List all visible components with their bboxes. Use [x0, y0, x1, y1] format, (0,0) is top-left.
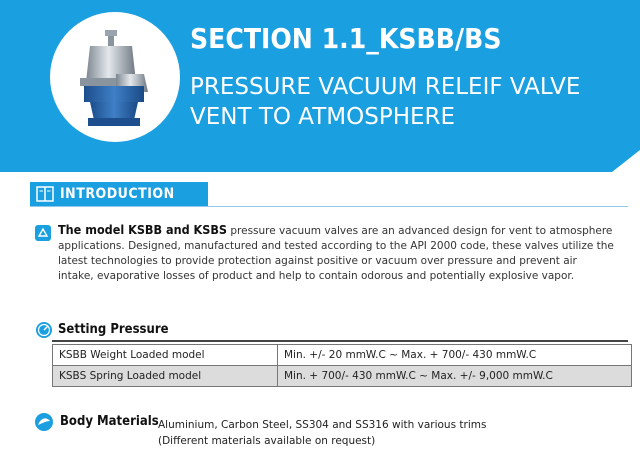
- setting-pressure-table: [52, 344, 632, 387]
- body-materials-heading: Body Materials: [60, 414, 159, 429]
- model-cell: KSBS Spring Loaded model: [53, 366, 278, 387]
- book-icon: [36, 185, 54, 203]
- introduction-lead: The model KSBB and KSBS: [58, 222, 228, 237]
- subtitle-line-1: PRESSURE VACUUM RELEIF VALVE: [190, 74, 581, 100]
- body-materials-line-2: (Different materials available on request): [158, 435, 376, 447]
- gauge-icon: [35, 321, 53, 339]
- body-materials-line-1: Aluminium, Carbon Steel, SS304 and SS316 with various trims: [158, 419, 487, 431]
- setting-pressure-heading: Setting Pressure: [58, 322, 169, 337]
- section-title: SECTION 1.1_KSBB/BS: [190, 22, 502, 55]
- material-icon: [34, 412, 54, 432]
- introduction-paragraph: [58, 222, 614, 284]
- introduction-body: pressure vacuum valves are an advanced design for vent to atmosphere applications. Designed, manufactured and tested according to the API 2000 code, these valves utilize the latest technologies to provide protection against positive or vacuum over pressure and prevent air intake, evaporative losses of product and help to contain odorous and potentially explosive vapor.: [58, 225, 614, 282]
- range-cell: Min. +/- 20 mmW.C ~ Max. + 700/- 430 mmW.C: [278, 345, 632, 366]
- introduction-heading: INTRODUCTION: [60, 186, 175, 202]
- page-subtitle: [190, 72, 630, 132]
- range-cell: Min. + 700/- 430 mmW.C ~ Max. +/- 9,000 mmW.C: [278, 366, 632, 387]
- table-row: [53, 345, 632, 366]
- section-divider: [30, 206, 628, 207]
- valve-product-image: [50, 12, 180, 142]
- model-cell: KSBB Weight Loaded model: [53, 345, 278, 366]
- setting-pressure-rule: [52, 340, 628, 342]
- body-materials-text: [158, 417, 486, 449]
- table-row: [53, 366, 632, 387]
- subtitle-line-2: VENT TO ATMOSPHERE: [190, 104, 456, 130]
- document-icon: [34, 224, 52, 242]
